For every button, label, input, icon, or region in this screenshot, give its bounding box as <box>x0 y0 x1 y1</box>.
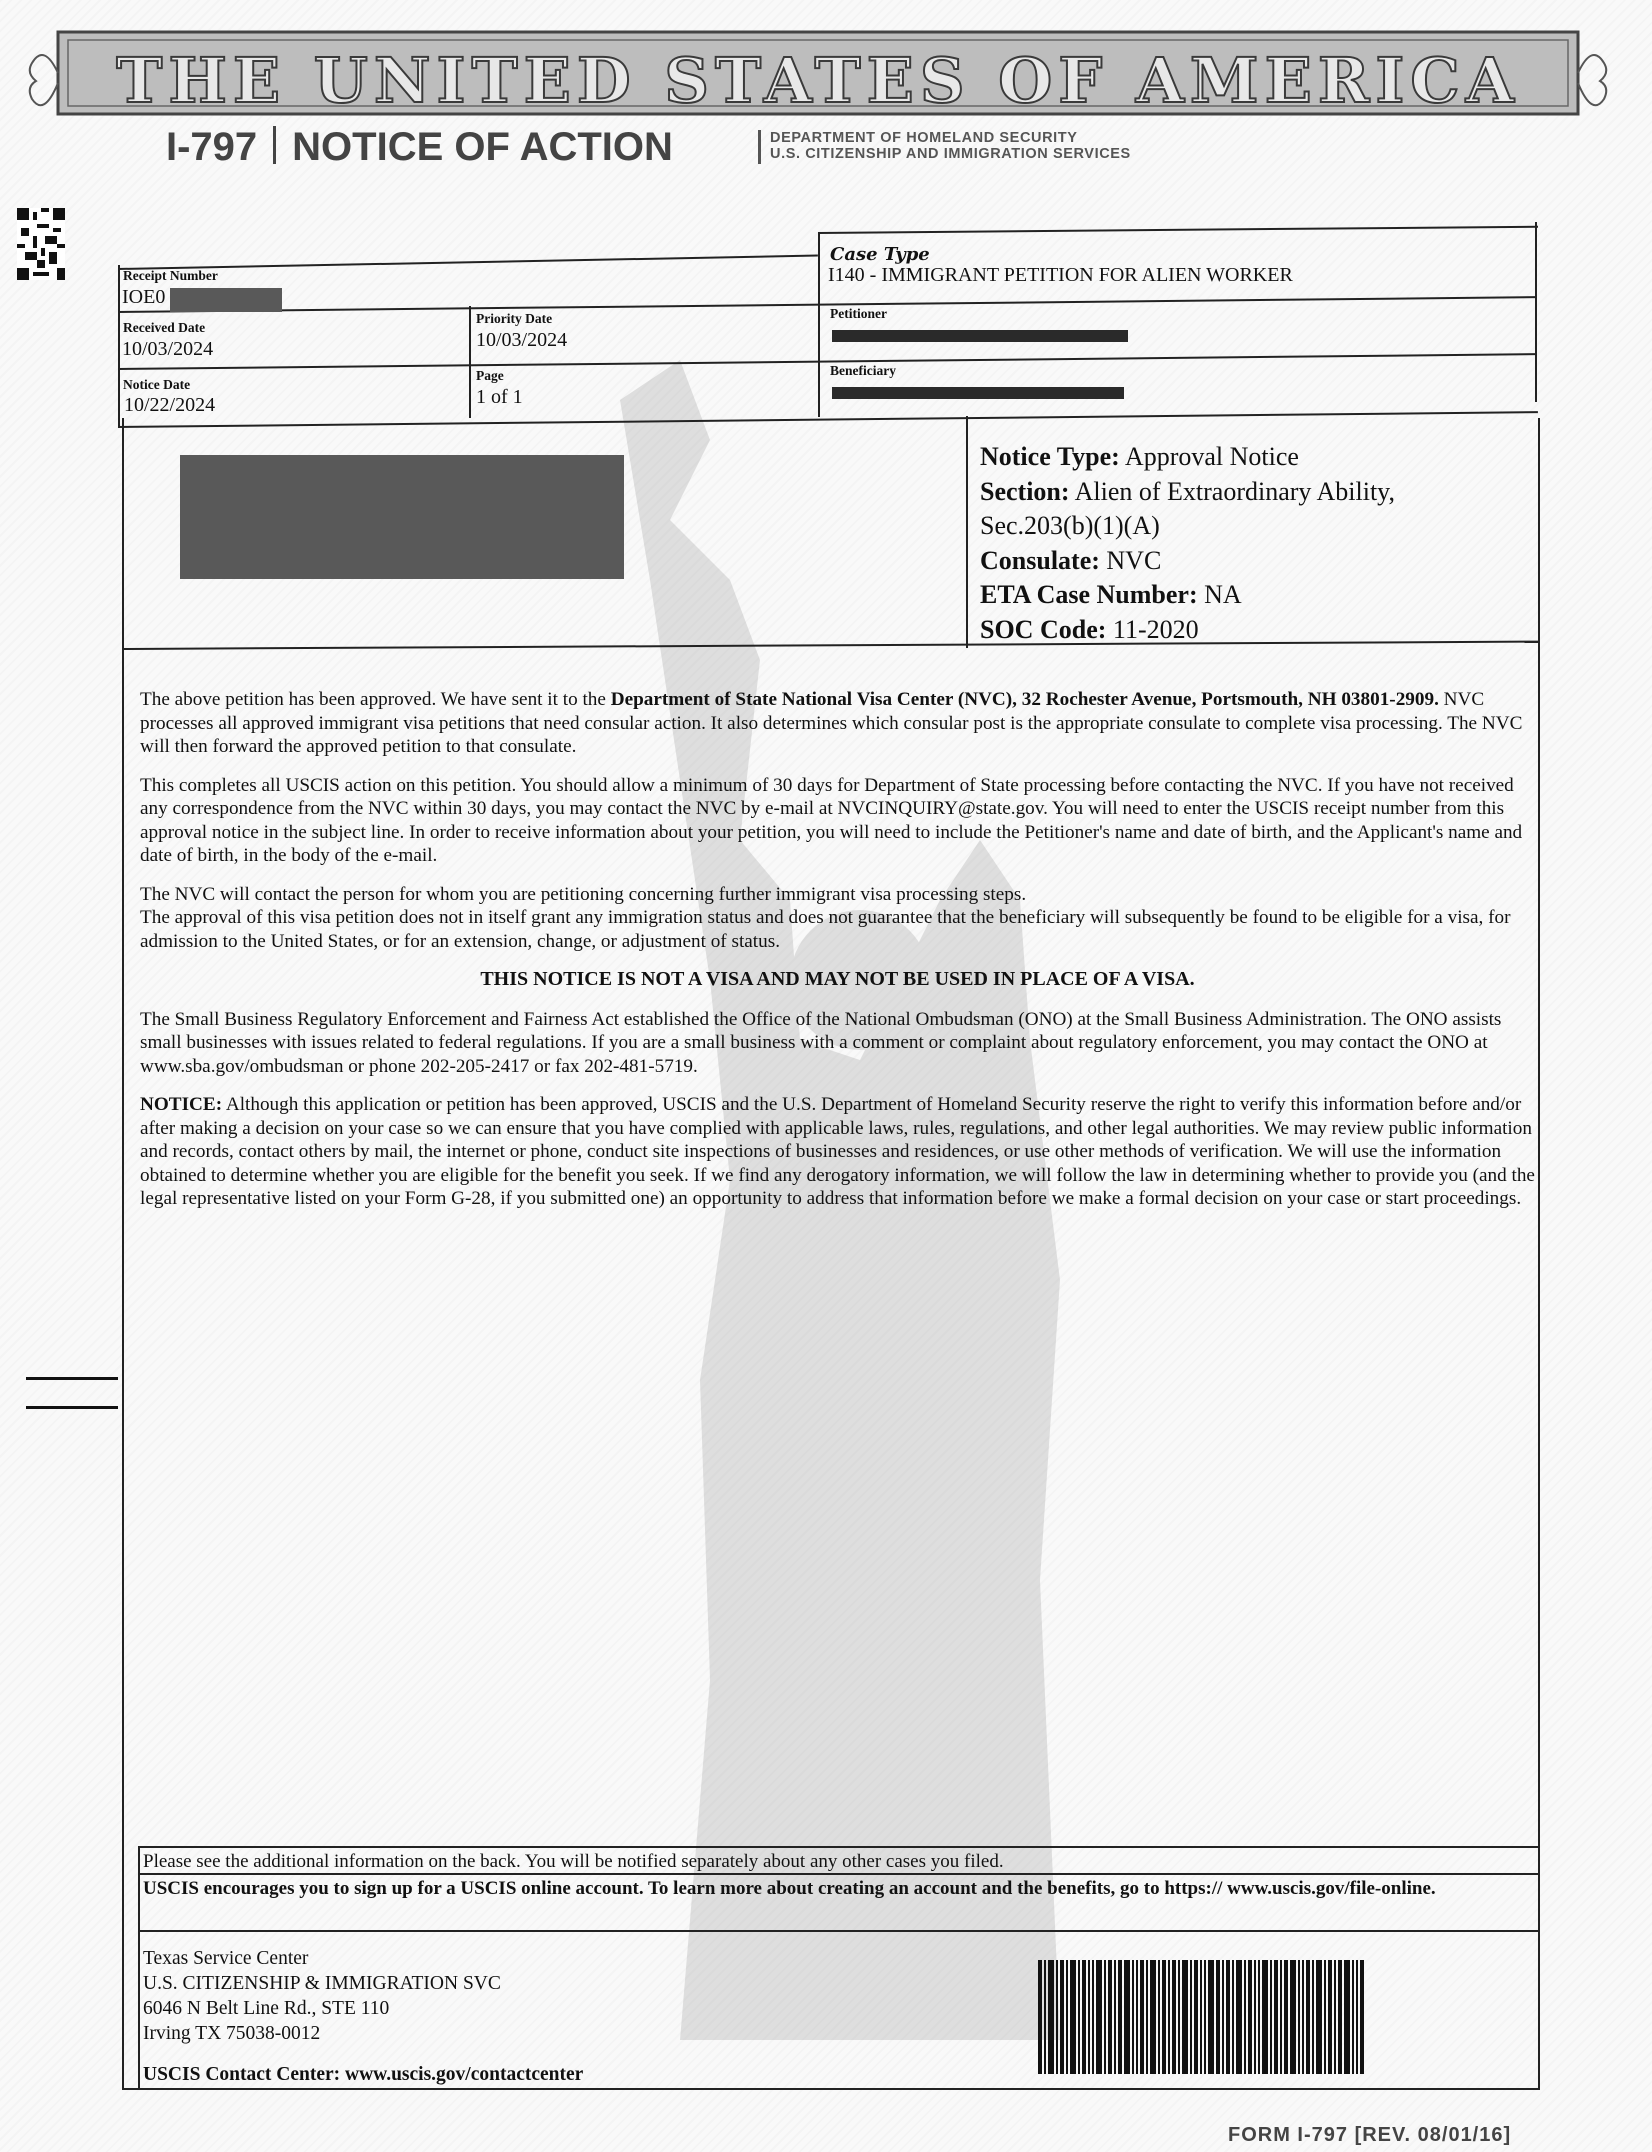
notice-info-block <box>980 440 1395 647</box>
notice-date-value: 10/22/2024 <box>124 394 216 416</box>
beneficiary-redaction <box>832 387 1124 399</box>
address-line-4: Irving TX 75038-0012 <box>143 2023 321 2044</box>
grid-line <box>469 306 471 418</box>
received-date-label: Received Date <box>123 320 206 335</box>
paragraph-nvc-contact: The NVC will contact the person for whom you are petitioning concerning further immigrant visa processing steps. The approval of this visa petition does not in itself grant any immigration status and does not guarantee that the beneficiary will subsequently be found to be eligible for a visa, for admission to the United States, or for an extension, change, or adjustment of status. <box>140 883 1511 952</box>
receipt-number-value: IOE0 <box>122 286 166 308</box>
beneficiary-label: Beneficiary <box>830 363 896 378</box>
footer-line <box>138 1846 1538 1848</box>
notice-main-box <box>122 418 1540 2090</box>
section-row: Section: Alien of Extraordinary Ability, <box>980 476 1395 506</box>
soc-code-row: SOC Code: 11-2020 <box>980 614 1199 644</box>
paragraph-uscis-action: This completes all USCIS action on this petition. You should allow a minimum of 30 days for Department of State processing before contacting the NVC. If you have not received any correspondence from the NVC within 30 days, you may contact the NVC by e-mail at NVCINQUIRY@state.gov. You will need to enter the USCIS receipt number from this approval notice in the subject line. In order to receive information about your petition, you will need to include the Petitioner's name and date of birth, and the Applicant's name and date of birth, in the body of the e-mail. <box>140 774 1523 866</box>
page-value: 1 of 1 <box>476 386 523 408</box>
address-divider <box>966 416 968 648</box>
consulate-row: Consulate: NVC <box>980 545 1162 575</box>
received-date-value: 10/03/2024 <box>122 338 214 360</box>
section-row-2: Sec.203(b)(1)(A) <box>980 511 1160 540</box>
form-number: I-797 <box>166 125 258 169</box>
paragraph-nvc: The above petition has been approved. We have sent it to the Department of State National Visa Center (NVC), 32 Rochester Avenue, Portsmouth, NH 03801-2909. NVC processes all approved immigrant visa petitions that need consular action. It also determines which consular post is the appropriate consulate to complete visa processing. The NVC will then forward the approved petition to that consulate. <box>140 689 1523 757</box>
receipt-number-label: Receipt Number <box>123 268 218 283</box>
title-separator <box>273 126 276 164</box>
mailing-address-redaction <box>180 455 624 579</box>
address-line-3: 6046 N Belt Line Rd., STE 110 <box>143 1998 390 2019</box>
redaction-box <box>170 288 282 312</box>
contact-center: USCIS Contact Center: www.uscis.gov/contactcenter <box>143 2064 584 2085</box>
form-revision: FORM I-797 [REV. 08/01/16] <box>1228 2124 1512 2146</box>
paragraph-notice: NOTICE: Although this application or petition has been approved, USCIS and the U.S. Department of Homeland Security reserve the right to verify this information before and/or after making a decision on your case so we can ensure that you have complied with applicable laws, rules, regulations, and other legal authorities. We may review public information and records, contact others by mail, the internet or phone, conduct site inspections of businesses and residences, or use other methods of verification. We will use the information obtained to determine whether you are eligible for the benefit you seek. If we find any derogatory information, we will follow the law in determining whether to provide you (and the legal representative listed on your Form G-28, if you submitted one) an opportunity to address that information before we make a formal decision on your case or start proceedings. <box>140 1094 1535 1209</box>
footer-left-border <box>138 1846 140 2090</box>
priority-date-value: 10/03/2024 <box>476 329 568 351</box>
barcode-icon <box>1038 1960 1364 2074</box>
margin-mark <box>26 1377 118 1380</box>
banner-title: THE UNITED STATES OF AMERICA <box>116 44 1520 117</box>
page-label: Page <box>476 368 504 383</box>
form-title <box>166 125 673 170</box>
additional-info-text: Please see the additional information on the back. You will be notified separately about any other cases you filed. <box>143 1851 1004 1872</box>
petitioner-redaction <box>832 330 1128 342</box>
grid-line <box>818 232 820 417</box>
form-name: NOTICE OF ACTION <box>292 125 673 169</box>
notice-type-row: Notice Type: Approval Notice <box>980 442 1299 471</box>
not-a-visa-warning: THIS NOTICE IS NOT A VISA AND MAY NOT BE USED IN PLACE OF A VISA. <box>480 968 1195 990</box>
grid-line <box>118 265 120 428</box>
margin-mark <box>26 1406 118 1409</box>
address-line-2: U.S. CITIZENSHIP & IMMIGRATION SVC <box>143 1973 501 1994</box>
priority-date-label: Priority Date <box>476 311 553 326</box>
case-type-label: Case Type <box>830 244 930 265</box>
agency-block <box>770 130 1131 162</box>
service-center-address <box>143 1946 501 2046</box>
agency-separator <box>758 130 761 164</box>
online-account-notice: USCIS encourages you to sign up for a USCIS online account. To learn more about creating an account and the benefits, go to https:// www.uscis.gov/file-online. <box>143 1878 1436 1899</box>
footer-line <box>138 1930 1538 1932</box>
notice-body <box>140 688 1535 1226</box>
notice-date-label: Notice Date <box>123 377 191 392</box>
agency-line-2: U.S. CITIZENSHIP AND IMMIGRATION SERVICES <box>770 146 1131 162</box>
grid-line <box>1535 222 1537 402</box>
petitioner-label: Petitioner <box>830 306 887 321</box>
agency-line-1: DEPARTMENT OF HOMELAND SECURITY <box>770 130 1078 146</box>
qr-code-icon <box>17 208 65 280</box>
address-line-1: Texas Service Center <box>143 1948 309 1969</box>
eta-case-number-row: ETA Case Number: NA <box>980 580 1242 609</box>
case-info-grid <box>118 222 1538 415</box>
paragraph-ombudsman: The Small Business Regulatory Enforcement and Fairness Act established the Office of the National Ombudsman (ONO) at the Small Business Administration. The ONO assists small businesses with issues related to federal regulations. If you are a small business with a comment or complaint about regulatory enforcement, you may contact the ONO at www.sba.gov/ombudsman or phone 202-205-2417 or fax 202-481-5719. <box>140 1008 1502 1077</box>
case-type-value: I140 - IMMIGRANT PETITION FOR ALIEN WORKER <box>828 264 1293 286</box>
